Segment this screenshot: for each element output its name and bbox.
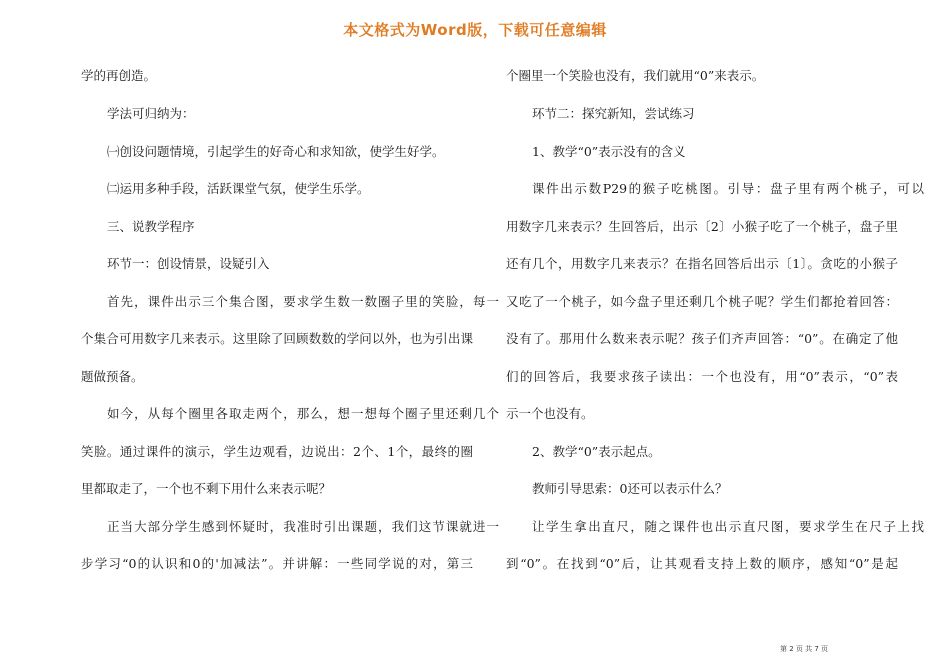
text-line: 个集合可用数字几来表示。这里除了回顾数数的学问以外，也为引出课	[81, 331, 473, 346]
text-line: 还有几个，用数字几来表示？在指名回答后出示〔1〕。贪吃的小猴子	[506, 256, 898, 271]
text-line: 正当大部分学生感到怀疑时，我准时引出课题，我们这节课就进一	[107, 519, 499, 534]
subsection-heading: 环节二：探究新知，尝试练习	[532, 106, 695, 121]
text-line: 示一个也没有。	[506, 406, 594, 421]
text-line: 没有了。那用什么数来表示呢？孩子们齐声回答：“0”。在确定了他	[506, 331, 898, 346]
item-heading: 2、教学“0”表示起点。	[532, 444, 661, 459]
text-line: 首先，课件出示三个集合图，要求学生数一数圈子里的笑脸，每一	[107, 294, 499, 309]
text-line: 学的再创造。	[81, 68, 157, 83]
text-line: 学法可归纳为：	[107, 106, 195, 121]
page-number: 第 2 页 共 7 页	[780, 645, 829, 653]
text-line: 到“0”。在找到“0”后，让其观看支持上数的顺序，感知“0”是起	[506, 556, 898, 571]
text-line: 笑脸。通过课件的演示，学生边观看，边说出：2个、1个，最终的圈	[81, 444, 473, 459]
item-heading: 1、教学“0”表示没有的含义	[532, 144, 686, 159]
text-line: 让学生拿出直尺，随之课件也出示直尺图，要求学生在尺子上找	[532, 519, 924, 534]
text-line: 又吃了一个桃子，如今盘子里还剩几个桃子呢？学生们都抢着回答：	[506, 294, 898, 309]
text-line: 用数字几来表示？生回答后，出示〔2〕小猴子吃了一个桃子，盘子里	[506, 219, 898, 234]
text-line: 题做预备。	[81, 369, 144, 384]
text-line: ㈡运用多种手段，活跃课堂气氛，使学生乐学。	[107, 181, 370, 196]
subsection-heading: 环节一：创设情景，设疑引入	[107, 256, 270, 271]
text-line: 教师引导思索：0还可以表示什么？	[532, 481, 728, 496]
text-line: 步学习“0的认识和0的'加减法”。并讲解：一些同学说的对，第三	[81, 556, 473, 571]
text-line: 课件出示数P29的猴子吃桃图。引导：盘子里有两个桃子，可以	[532, 181, 924, 196]
text-line: 如今，从每个圈里各取走两个，那么，想一想每个圈子里还剩几个	[107, 406, 499, 421]
text-line: 们的回答后，我要求孩子读出：一个也没有，用“0”表示，“0”表	[506, 369, 898, 384]
text-line: 里都取走了，一个也不剩下用什么来表示呢？	[81, 481, 332, 496]
text-line: ㈠创设问题情境，引起学生的好奇心和求知欲，使学生好学。	[107, 144, 445, 159]
text-line: 个圈里一个笑脸也没有，我们就用“0”来表示。	[506, 68, 765, 83]
word-format-banner: 本文格式为Word版，下载可任意编辑	[343, 21, 607, 39]
section-heading: 三、说教学程序	[107, 219, 195, 234]
